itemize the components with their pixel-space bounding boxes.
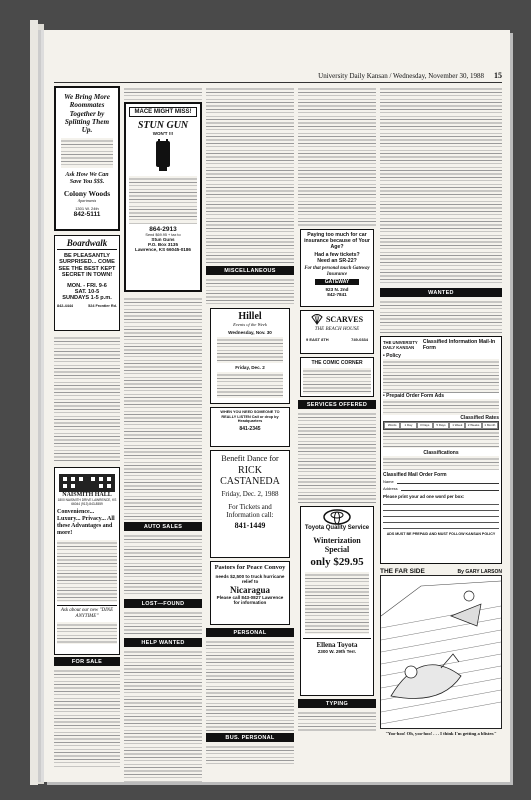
lost-found-listings	[124, 610, 202, 636]
roommates-cta: Ask How We Can Save You $$$.	[65, 172, 109, 186]
cartoon-drawing-icon	[381, 576, 501, 728]
toyota-dealer: Ellena Toyota	[303, 638, 371, 649]
help-line-phone: 841-2345	[239, 425, 261, 432]
roommates-phone: 842-5111	[73, 211, 101, 219]
form-prepaid-text	[383, 399, 499, 415]
car-insurance-ad	[300, 229, 374, 307]
benefit-title: Benefit Dance for	[221, 454, 279, 463]
form-policy-text	[383, 359, 499, 393]
column-4	[298, 86, 376, 732]
page-number: 15	[494, 71, 502, 80]
naismith-headline: Convenience... Luxury... Privacy... All these Advantages and more!	[57, 509, 115, 536]
hillel-title: Hillel	[238, 311, 262, 322]
toyota-price: only $29.95	[310, 556, 364, 568]
insurance-line-4: For that personal touch Gateway Insurance	[304, 266, 370, 277]
comic-corner-body	[303, 368, 371, 394]
nicaragua-place: Nicaragua	[230, 584, 270, 595]
form-classifications: Classifications	[423, 449, 459, 456]
roommates-body	[61, 138, 113, 168]
rates-table	[383, 421, 499, 430]
boardwalk-hours-2: SAT. 10-5	[74, 288, 100, 295]
stun-gun-brand: Stun Guns	[151, 237, 175, 242]
form-rates-title: Classified Rates	[460, 415, 499, 421]
boardwalk-address: 524 Frontier Rd.	[88, 303, 117, 308]
naismith-name: NAISMITH HALL	[62, 492, 112, 498]
hillel-events-2	[217, 372, 283, 398]
gateway-logo: GATEWAY	[315, 279, 359, 285]
boardwalk-ad	[54, 235, 120, 331]
stun-gun-body	[129, 176, 197, 224]
bus-personal-header: BUS. PERSONAL	[206, 733, 294, 742]
stacked-pages-edge	[30, 20, 38, 785]
typing-header: TYPING	[298, 699, 376, 708]
naismith-body	[57, 540, 117, 602]
boardwalk-hours-1: MON. - FRI. 9-6	[67, 282, 107, 289]
scarves-ad	[300, 310, 374, 354]
insurance-phone: 842-7841	[327, 292, 347, 298]
form-name-label: Name	[383, 478, 394, 484]
column-2-classifieds	[124, 296, 202, 520]
naismith-building-icon	[57, 470, 117, 492]
form-header	[383, 339, 499, 351]
far-side-author: By GARY LARSON	[457, 569, 502, 575]
toyota-logo-icon	[322, 509, 352, 525]
naismith-ad	[54, 467, 120, 655]
masthead-date: University Daily Kansan / Wednesday, November 30, 1988	[318, 72, 484, 80]
form-print-label: Please print your ad one word per box:	[383, 493, 465, 499]
form-address-row	[383, 486, 499, 491]
rate-header: 2 Weeks	[465, 422, 481, 429]
benefit-dance-ad	[210, 450, 290, 558]
rate-header: 5 Days	[433, 422, 449, 429]
form-footer: ADS MUST BE PREPAID AND MUST FOLLOW KANSAN POLICY	[386, 531, 496, 536]
naismith-note: Ask about our new "DINE ANYTIME"	[57, 605, 117, 620]
mace-headline: MACE MIGHT MISS!	[129, 107, 197, 117]
form-prepaid: • Prepaid Order Form Ads	[383, 393, 445, 399]
rate-header: 1 Day	[400, 422, 416, 429]
hillel-subtitle: Events of the Week	[233, 322, 267, 327]
benefit-info: For Tickets and Information call:	[226, 503, 274, 519]
far-side-comic	[380, 568, 502, 736]
form-address-label: Address	[383, 485, 398, 491]
stun-gun-order: Send $69.95 + tax to	[145, 233, 181, 237]
column-1-classifieds	[54, 335, 120, 463]
column-5	[380, 86, 502, 736]
miscellaneous-header: MISCELLANEOUS	[206, 266, 294, 275]
far-side-cartoon	[380, 575, 502, 729]
boardwalk-hours-3: SUNDAYS 1-5 p.m.	[62, 294, 112, 301]
far-side-title: THE FAR SIDE	[380, 568, 425, 575]
column-3	[206, 86, 294, 764]
roommates-ad	[54, 86, 120, 231]
naismith-address: 1800 NAISMITH DRIVE LAWRENCE, KS 66044 (913) 843-8559	[57, 498, 117, 506]
scarves-phone: 749-0334	[351, 337, 368, 342]
column-5-top-text	[380, 86, 502, 286]
personal-header: PERSONAL	[206, 628, 294, 637]
auto-sales-listings	[124, 533, 202, 597]
benefit-phone: 841-1449	[234, 521, 266, 530]
nicaragua-call: Please call 843-0827 Lawrence for information	[216, 594, 284, 606]
newspaper-page	[44, 30, 510, 782]
toyota-title: Toyota Quality Service	[304, 525, 370, 531]
services-offered-listings	[298, 411, 376, 503]
column-2-top-text	[124, 86, 202, 102]
rate-header: 3 Days	[417, 422, 433, 429]
scarves-contact	[303, 337, 371, 342]
form-title: Classified Information Mail-In Form	[422, 339, 496, 351]
far-side-header	[380, 568, 502, 575]
toyota-address: 2300 W. 29th Terr.	[317, 649, 357, 654]
nicaragua-title: Pastors for Peace Convoy	[214, 564, 286, 571]
toyota-special: Winterization Special	[313, 536, 361, 554]
column-2	[124, 86, 202, 782]
insurance-headline: Paying too much for car insurance because of Your Age?	[304, 232, 370, 250]
nicaragua-ad	[210, 561, 290, 625]
roommates-company: Colony Woods	[63, 189, 111, 199]
form-address-field[interactable]	[401, 486, 499, 491]
scarves-name: SCARVES	[325, 314, 364, 324]
rates-table-rows	[383, 430, 499, 448]
for-sale-header: FOR SALE	[54, 657, 120, 666]
insurance-line-2: Had a few tickets?	[314, 252, 360, 258]
roommates-address: 1301 W. 24th	[75, 206, 99, 212]
stun-gun-city: Lawrence, KS 66045-0186	[135, 247, 191, 252]
form-name-field[interactable]	[397, 479, 499, 484]
scarves-sub: THE BEACH HOUSE	[314, 327, 360, 332]
boardwalk-contact	[57, 304, 117, 308]
roommates-headline: We Bring More Roommates Together by Splitting Them Up.	[64, 93, 110, 135]
wanted-header: WANTED	[380, 288, 502, 297]
toyota-ad	[300, 506, 374, 696]
boardwalk-phone: 842-4444	[57, 303, 74, 308]
form-mail-title: Classified Mail Order Form	[383, 471, 447, 478]
roommates-subtitle: Apartments	[77, 198, 97, 204]
hillel-events-1	[217, 337, 283, 363]
hillel-date-2: Friday, Dec. 2	[235, 365, 265, 370]
miscellaneous-listings	[206, 277, 294, 305]
boardwalk-logo: Boardwalk	[57, 238, 117, 250]
form-word-boxes[interactable]	[383, 499, 499, 529]
stun-gun-pobox: P.O. Box 3135	[147, 242, 179, 247]
help-wanted-header: HELP WANTED	[124, 638, 202, 647]
hillel-ad	[210, 308, 290, 404]
stun-gun-icon	[146, 139, 180, 173]
benefit-date: Friday, Dec. 2, 1988	[221, 490, 279, 498]
lost-found-header: LOST—FOUND	[124, 599, 202, 608]
typing-listings	[298, 710, 376, 732]
insurance-line-3: Need an SR-22?	[317, 258, 357, 264]
for-sale-listings	[54, 668, 120, 768]
column-1	[54, 86, 120, 768]
masthead	[54, 72, 502, 83]
wanted-listings	[380, 299, 502, 333]
services-offered-header: SERVICES OFFERED	[298, 400, 376, 409]
form-name-row	[383, 479, 499, 484]
stun-gun-title: STUN GUN	[137, 120, 189, 131]
insurance-address: 923 N. 2nd	[325, 287, 349, 293]
help-wanted-listings	[124, 649, 202, 782]
rate-header: Words	[384, 422, 400, 429]
nicaragua-body: needs $2,500 to truck hurricane relief to	[215, 574, 285, 585]
column-4-top-text	[298, 86, 376, 226]
classifications-list	[383, 456, 499, 470]
hillel-date-1: Wednesday, Nov. 30	[228, 330, 272, 335]
form-paper-name: THE UNIVERSITY DAILY KANSAN	[383, 340, 418, 350]
shell-icon	[311, 313, 323, 325]
bus-personal-listings	[206, 744, 294, 764]
scarves-logo-row	[303, 313, 371, 325]
boardwalk-tagline: BE PLEASANTLY SURPRISED... COME SEE THE BEST KEPT SECRET IN TOWN!	[58, 253, 116, 279]
naismith-footer	[57, 622, 117, 644]
stun-gun-ad	[124, 102, 202, 292]
rate-header: 1 Month	[482, 422, 498, 429]
column-3-top-text	[206, 86, 294, 264]
classified-form	[380, 336, 502, 564]
stun-gun-tagline: WON'T !!!	[152, 131, 174, 136]
stun-gun-phone: 864-2913	[149, 226, 177, 233]
rate-header: 1 Week	[449, 422, 465, 429]
form-policy: • Policy	[383, 353, 401, 359]
comic-corner-title: THE COMIC CORNER	[311, 360, 363, 366]
scarves-address: 9 EAST 8TH	[306, 337, 329, 342]
comic-corner-ad	[300, 357, 374, 397]
benefit-name: RICK CASTANEDA	[220, 465, 280, 487]
help-line-text: WHEN YOU NEED SOMEONE TO REALLY LISTEN Call or drop by Headquarters	[220, 410, 280, 424]
toyota-bullets	[305, 572, 369, 634]
help-line-ad	[210, 407, 290, 447]
personal-listings	[206, 639, 294, 731]
auto-sales-header: AUTO SALES	[124, 522, 202, 531]
far-side-caption: "Yoo-hoo! Oh, yoo-hoo! . . . I think I'm getting a blister."	[385, 731, 497, 736]
